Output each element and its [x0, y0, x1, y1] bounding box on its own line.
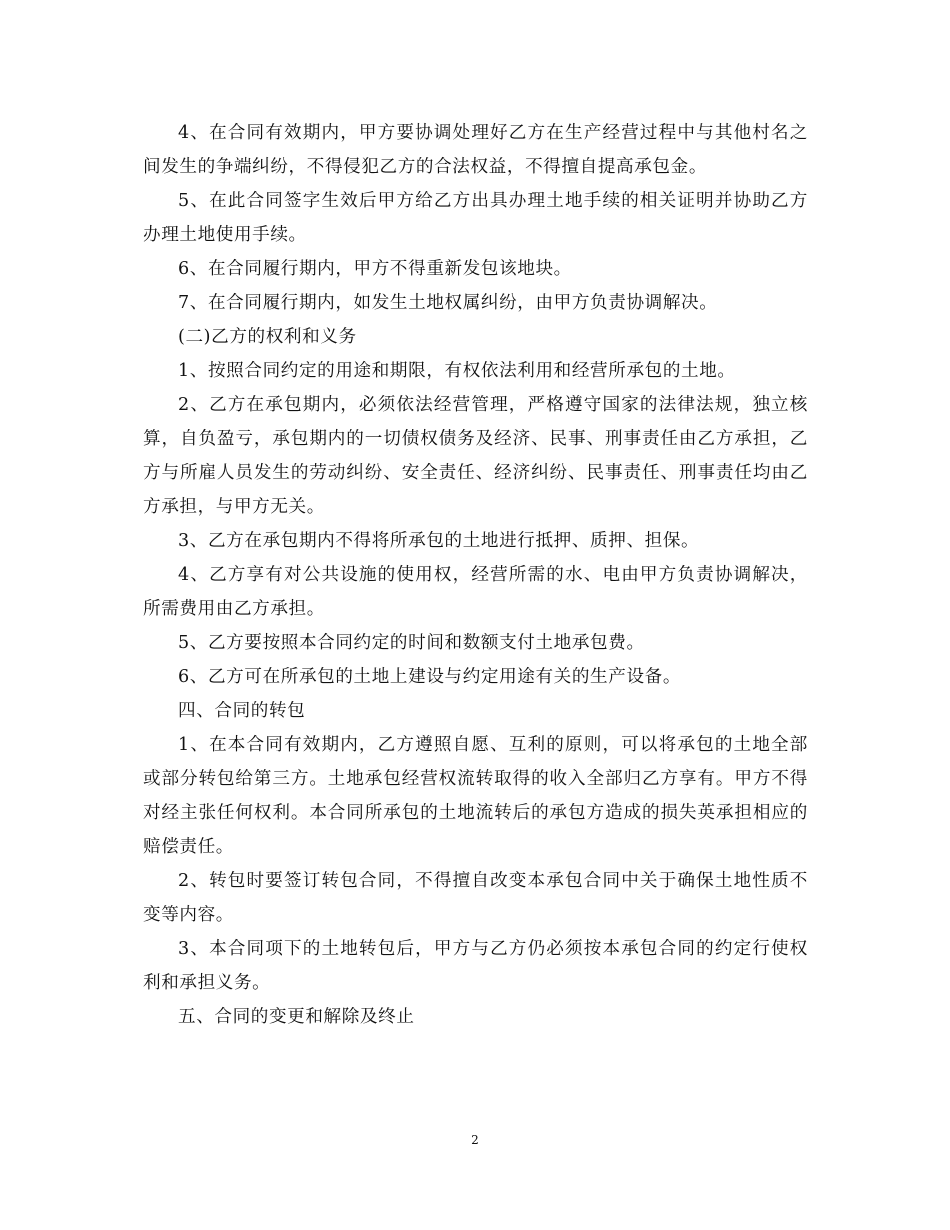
section-heading: 四、合同的转包	[178, 701, 306, 721]
clause-paragraph: 1、按照合同约定的用途和期限，有权依法利用和经营所承包的土地。	[178, 361, 736, 381]
clause-paragraph: 2、转包时要签订转包合同，不得擅自改变本承包合同中关于确保土地性质不变等内容。	[143, 871, 808, 925]
clause-paragraph: 3、乙方在承包期内不得将所承包的土地进行抵押、质押、担保。	[178, 531, 700, 551]
clause-paragraph: 6、在合同履行期内，甲方不得重新发包该地块。	[178, 259, 572, 279]
clause-paragraph: 1、在本合同有效期内，乙方遵照自愿、互利的原则，可以将承包的土地全部或部分转包给第三方。土地承包经营权流转取得的收入全部归乙方享有。甲方不得对经主张任何权利。本合同所承包的土地流转后的承包方造成的损失英承担相应的赔偿责任。	[143, 735, 808, 857]
clause-paragraph: 3、本合同项下的土地转包后，甲方与乙方仍必须按本承包合同的约定行使权利和承担义务。	[143, 939, 808, 993]
section-heading: 五、合同的变更和解除及终止	[178, 1007, 415, 1027]
clause-paragraph: 2、乙方在承包期内，必须依法经营管理，严格遵守国家的法律法规，独立核算，自负盈亏，承包期内的一切债权债务及经济、民事、刑事责任由乙方承担，乙方与所雇人员发生的劳动纠纷、安全责任、经济纠纷、民事责任、刑事责任均由乙方承担，与甲方无关。	[143, 395, 808, 517]
clause-paragraph: 5、在此合同签字生效后甲方给乙方出具办理土地手续的相关证明并协助乙方办理土地使用手续。	[143, 191, 808, 245]
clause-paragraph: 5、乙方要按照本合同约定的时间和数额支付土地承包费。	[178, 633, 645, 653]
page-number: 2	[471, 1133, 479, 1147]
section-heading: (二)乙方的权利和义务	[178, 327, 357, 347]
clause-paragraph: 7、在合同履行期内，如发生土地权属纠纷，由甲方负责协调解决。	[178, 293, 718, 313]
clause-paragraph: 4、乙方享有对公共设施的使用权，经营所需的水、电由甲方负责协调解决，所需费用由乙方承担。	[143, 565, 808, 619]
document-body	[143, 116, 808, 1034]
clause-paragraph: 4、在合同有效期内，甲方要协调处理好乙方在生产经营过程中与其他村名之间发生的争端纠纷，不得侵犯乙方的合法权益，不得擅自提高承包金。	[143, 123, 808, 177]
clause-paragraph: 6、乙方可在所承包的土地上建设与约定用途有关的生产设备。	[178, 667, 682, 687]
